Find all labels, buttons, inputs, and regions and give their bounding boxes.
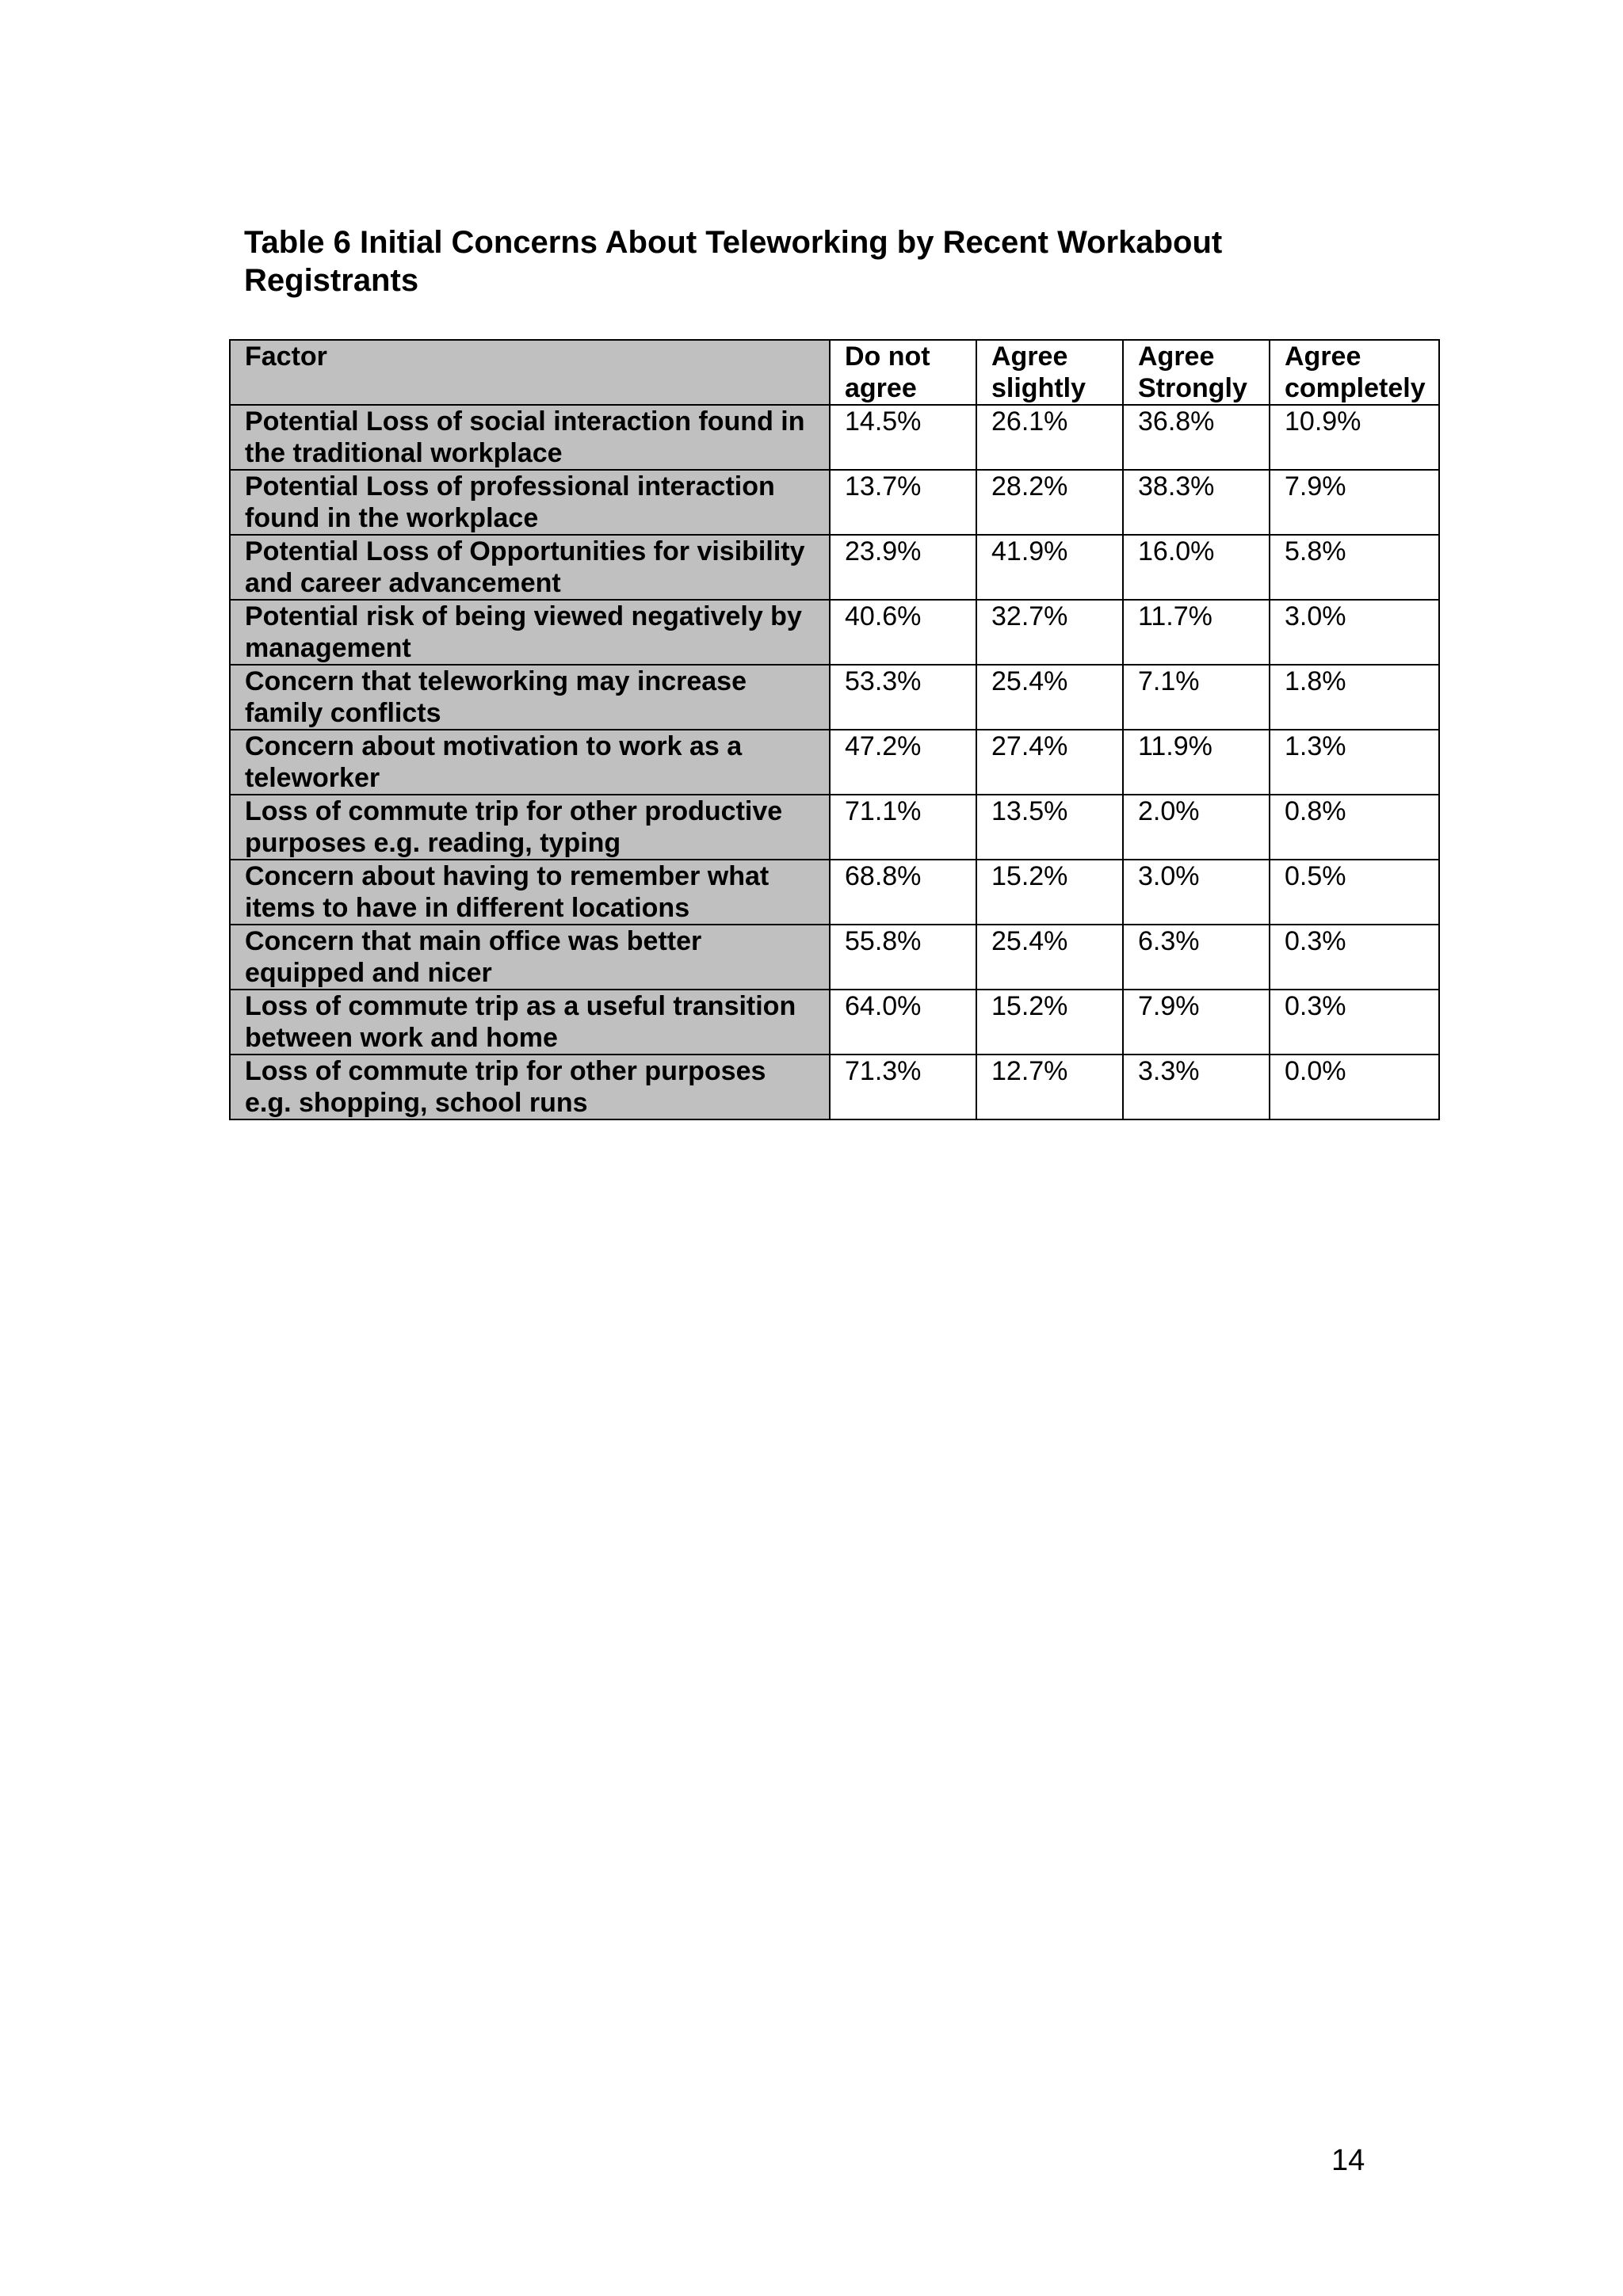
cell-agree-slightly: 41.9% (976, 535, 1123, 600)
row-factor: Loss of commute trip as a useful transition between work and home (230, 990, 830, 1055)
table-title: Table 6 Initial Concerns About Teleworking by Recent Workabout Registrants (244, 225, 1223, 298)
row-factor: Concern about motivation to work as a teleworker (230, 730, 830, 795)
cell-agree-completely: 7.9% (1270, 470, 1439, 535)
cell-agree-slightly: 13.5% (976, 795, 1123, 860)
header-agree-strongly: Agree Strongly (1123, 340, 1270, 405)
row-factor: Concern about having to remember what items to have in different locations (230, 860, 830, 925)
table-row (230, 535, 1439, 600)
row-factor: Potential Loss of social interaction found in the traditional workplace (230, 405, 830, 470)
cell-agree-completely: 1.8% (1270, 665, 1439, 730)
row-factor: Loss of commute trip for other productive purposes e.g. reading, typing (230, 795, 830, 860)
cell-agree-strongly: 7.1% (1123, 665, 1270, 730)
cell-agree-completely: 5.8% (1270, 535, 1439, 600)
cell-do-not-agree: 55.8% (830, 925, 976, 990)
table-row (230, 925, 1439, 990)
cell-do-not-agree: 68.8% (830, 860, 976, 925)
cell-agree-strongly: 3.3% (1123, 1055, 1270, 1119)
header-do-not-agree: Do not agree (830, 340, 976, 405)
table-row (230, 600, 1439, 665)
cell-agree-slightly: 15.2% (976, 990, 1123, 1055)
cell-do-not-agree: 14.5% (830, 405, 976, 470)
table-header-row (230, 340, 1439, 405)
cell-do-not-agree: 13.7% (830, 470, 976, 535)
cell-do-not-agree: 64.0% (830, 990, 976, 1055)
cell-agree-completely: 0.5% (1270, 860, 1439, 925)
cell-agree-slightly: 12.7% (976, 1055, 1123, 1119)
concerns-table (229, 339, 1440, 1120)
cell-agree-strongly: 6.3% (1123, 925, 1270, 990)
cell-agree-slightly: 27.4% (976, 730, 1123, 795)
cell-agree-completely: 0.0% (1270, 1055, 1439, 1119)
row-factor: Concern that teleworking may increase family conflicts (230, 665, 830, 730)
header-agree-slightly: Agree slightly (976, 340, 1123, 405)
cell-do-not-agree: 71.1% (830, 795, 976, 860)
row-factor: Loss of commute trip for other purposes e.g. shopping, school runs (230, 1055, 830, 1119)
cell-agree-strongly: 3.0% (1123, 860, 1270, 925)
cell-agree-strongly: 2.0% (1123, 795, 1270, 860)
cell-agree-slightly: 25.4% (976, 925, 1123, 990)
header-factor: Factor (230, 340, 830, 405)
header-agree-completely: Agree completely (1270, 340, 1439, 405)
cell-agree-strongly: 36.8% (1123, 405, 1270, 470)
row-factor: Potential Loss of professional interaction found in the workplace (230, 470, 830, 535)
row-factor: Potential Loss of Opportunities for visibility and career advancement (230, 535, 830, 600)
cell-do-not-agree: 40.6% (830, 600, 976, 665)
cell-agree-completely: 3.0% (1270, 600, 1439, 665)
cell-agree-strongly: 38.3% (1123, 470, 1270, 535)
table-row (230, 1055, 1439, 1119)
table-row (230, 405, 1439, 470)
page-number: 14 (1331, 2144, 1365, 2177)
cell-agree-slightly: 32.7% (976, 600, 1123, 665)
table-row (230, 860, 1439, 925)
cell-agree-strongly: 16.0% (1123, 535, 1270, 600)
cell-agree-slightly: 26.1% (976, 405, 1123, 470)
cell-agree-completely: 1.3% (1270, 730, 1439, 795)
cell-do-not-agree: 71.3% (830, 1055, 976, 1119)
cell-do-not-agree: 53.3% (830, 665, 976, 730)
row-factor: Concern that main office was better equipped and nicer (230, 925, 830, 990)
cell-do-not-agree: 23.9% (830, 535, 976, 600)
cell-agree-strongly: 11.9% (1123, 730, 1270, 795)
cell-agree-completely: 0.8% (1270, 795, 1439, 860)
cell-agree-completely: 0.3% (1270, 990, 1439, 1055)
cell-agree-slightly: 15.2% (976, 860, 1123, 925)
table-row (230, 665, 1439, 730)
table-row (230, 730, 1439, 795)
cell-agree-completely: 0.3% (1270, 925, 1439, 990)
table-row (230, 795, 1439, 860)
cell-do-not-agree: 47.2% (830, 730, 976, 795)
cell-agree-strongly: 7.9% (1123, 990, 1270, 1055)
cell-agree-completely: 10.9% (1270, 405, 1439, 470)
row-factor: Potential risk of being viewed negatively by management (230, 600, 830, 665)
cell-agree-strongly: 11.7% (1123, 600, 1270, 665)
table-row (230, 470, 1439, 535)
cell-agree-slightly: 28.2% (976, 470, 1123, 535)
table-row (230, 990, 1439, 1055)
cell-agree-slightly: 25.4% (976, 665, 1123, 730)
